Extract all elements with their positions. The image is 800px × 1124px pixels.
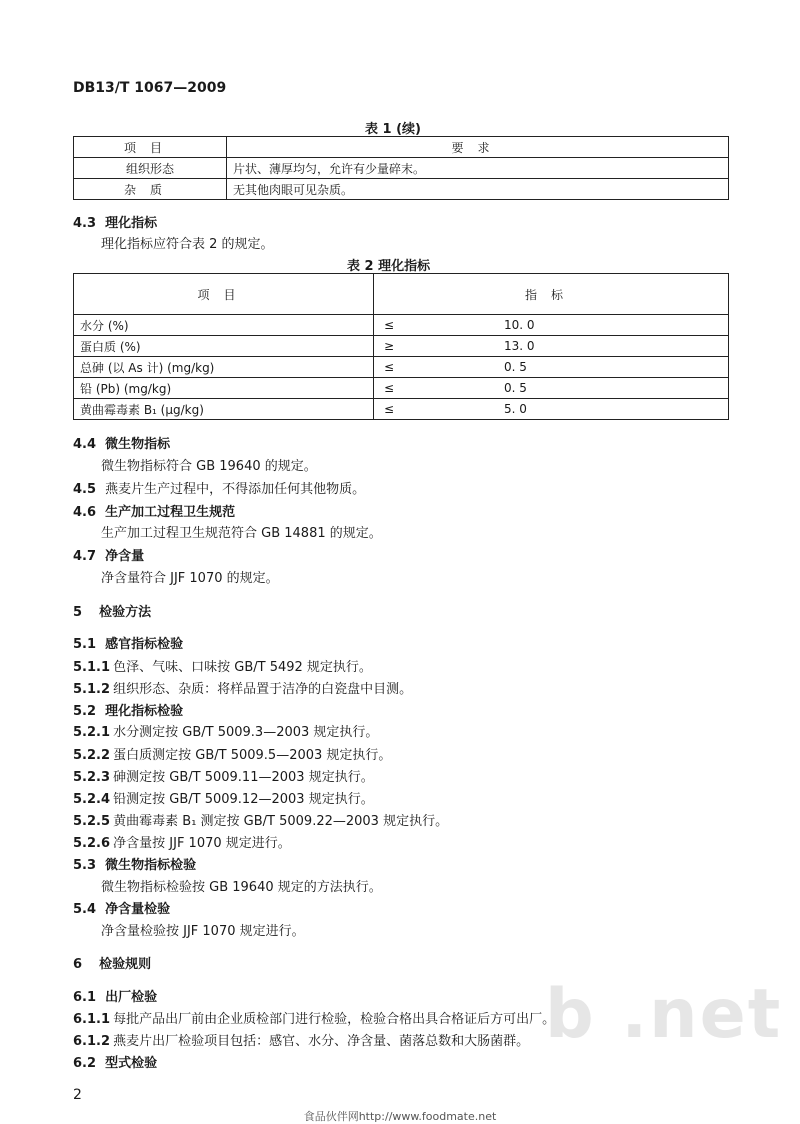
- comparison-symbol: ≤: [384, 381, 395, 395]
- section-text: 净含量按 JJF 1070 规定进行。: [113, 836, 291, 851]
- footer-source: 食品伙伴网http://www.foodmate.net: [303, 1110, 497, 1123]
- section-number: 5.4: [73, 902, 97, 917]
- table1-cell: 片状、薄厚均匀，允许有少量碎末。: [227, 158, 729, 179]
- section-4-6-text: 生产加工过程卫生规范符合 GB 14881 的规定。: [101, 526, 382, 541]
- section-6-1-heading: [73, 986, 157, 1005]
- table-row: [74, 315, 729, 336]
- comparison-symbol: ≤: [384, 318, 395, 332]
- table2-header-row: [74, 274, 729, 315]
- table2-item: 水分 (%): [74, 315, 374, 336]
- section-5-4-heading: [73, 898, 170, 917]
- table1-caption: 表 1 (续): [365, 122, 421, 137]
- section-title: 微生物指标检验: [105, 858, 197, 873]
- table2: [73, 273, 729, 420]
- section-text: 铅测定按 GB/T 5009.12—2003 规定执行。: [113, 792, 374, 807]
- section-number: 5.2: [73, 704, 97, 719]
- section-text: 黄曲霉毒素 B₁ 测定按 GB/T 5009.22—2003 规定执行。: [113, 814, 449, 829]
- table2-value-cell: [374, 399, 729, 420]
- section-5-3-heading: [73, 854, 196, 873]
- section-4-7-text: 净含量符合 JJF 1070 的规定。: [101, 571, 279, 586]
- section-text: 蛋白质测定按 GB/T 5009.5—2003 规定执行。: [113, 748, 392, 763]
- comparison-symbol: ≤: [384, 360, 395, 374]
- section-4-6-heading: [73, 501, 235, 520]
- section-5-2-3: [73, 766, 374, 785]
- table2-head-index: 指标: [374, 274, 729, 315]
- section-text: 燕麦片生产过程中，不得添加任何其他物质。: [105, 482, 366, 497]
- section-5-2-4: [73, 788, 374, 807]
- section-title: 检验方法: [99, 605, 152, 620]
- section-text: 燕麦片出厂检验项目包括：感官、水分、净含量、菌落总数和大肠菌群。: [113, 1034, 530, 1049]
- section-number: 5.2.6: [73, 836, 111, 851]
- section-title: 感官指标检验: [105, 637, 184, 652]
- section-number: 4.3: [73, 216, 97, 231]
- section-number: 5.2.2: [73, 748, 111, 763]
- section-text: 每批产品出厂前由企业质检部门进行检验，检验合格出具合格证后方可出厂。: [113, 1012, 556, 1027]
- table2-value-cell: [374, 336, 729, 357]
- section-title: 生产加工过程卫生规范: [105, 505, 236, 520]
- section-text: 砷测定按 GB/T 5009.11—2003 规定执行。: [113, 770, 374, 785]
- table2-value: 0. 5: [504, 360, 527, 374]
- doc-id: DB13/T 1067—2009: [73, 80, 227, 96]
- table2-value: 5. 0: [504, 402, 527, 416]
- section-text: 色泽、气味、口味按 GB/T 5492 规定执行。: [113, 660, 372, 675]
- section-number: 4.4: [73, 437, 97, 452]
- section-5-2-6: [73, 832, 291, 851]
- section-title: 微生物指标: [105, 437, 171, 452]
- table2-item: 黄曲霉毒素 B₁ (μg/kg): [74, 399, 374, 420]
- section-number: 4.5: [73, 482, 97, 497]
- section-6-2-heading: [73, 1052, 157, 1071]
- section-number: 4.6: [73, 505, 97, 520]
- section-4-4-text: 微生物指标符合 GB 19640 的规定。: [101, 459, 317, 474]
- table2-head-item: 项目: [74, 274, 374, 315]
- table2-caption: 表 2 理化指标: [347, 259, 431, 274]
- table2-value-cell: [374, 378, 729, 399]
- section-6-heading: [73, 953, 151, 972]
- watermark: b .net: [545, 975, 783, 1054]
- page-number: 2: [73, 1087, 82, 1103]
- table-row: [74, 357, 729, 378]
- section-4-5: [73, 478, 365, 497]
- section-number: 6.1.2: [73, 1034, 111, 1049]
- table1-cell: 组织形态: [74, 158, 227, 179]
- section-number: 6.1: [73, 990, 97, 1005]
- section-5-heading: [73, 601, 151, 620]
- section-4-3-text: 理化指标应符合表 2 的规定。: [101, 237, 274, 252]
- section-6-1-2: [73, 1030, 529, 1049]
- table2-value-cell: [374, 357, 729, 378]
- table1-header-row: [74, 137, 729, 158]
- section-4-3-heading: [73, 212, 157, 231]
- section-number: 5.2.3: [73, 770, 111, 785]
- table-row: [74, 336, 729, 357]
- table1-head-requirement: 要求: [227, 137, 729, 158]
- section-number: 5.2.1: [73, 725, 111, 740]
- section-5-2-2: [73, 744, 391, 763]
- section-title: 型式检验: [105, 1056, 158, 1071]
- section-5-2-1: [73, 721, 378, 740]
- table-row: [74, 179, 729, 200]
- section-title: 理化指标: [105, 216, 158, 231]
- table-row: [74, 158, 729, 179]
- section-number: 5.2.4: [73, 792, 111, 807]
- section-number: 6: [73, 957, 83, 972]
- table1-cell: 无其他肉眼可见杂质。: [227, 179, 729, 200]
- section-number: 5.2.5: [73, 814, 111, 829]
- comparison-symbol: ≤: [384, 402, 395, 416]
- table2-item: 总砷 (以 As 计) (mg/kg): [74, 357, 374, 378]
- section-text: 水分测定按 GB/T 5009.3—2003 规定执行。: [113, 725, 379, 740]
- comparison-symbol: ≥: [384, 339, 395, 353]
- section-5-2-heading: [73, 700, 183, 719]
- table2-value: 13. 0: [504, 339, 535, 353]
- table1-head-item: 项目: [74, 137, 227, 158]
- section-number: 5.1: [73, 637, 97, 652]
- table1-cell: 杂质: [74, 179, 227, 200]
- table-row: [74, 378, 729, 399]
- section-5-1-heading: [73, 633, 183, 652]
- section-number: 5.1.2: [73, 682, 111, 697]
- table-row: [74, 399, 729, 420]
- section-number: 5: [73, 605, 83, 620]
- section-5-1-1: [73, 656, 372, 675]
- section-title: 检验规则: [99, 957, 152, 972]
- section-title: 净含量检验: [105, 902, 171, 917]
- section-5-4-text: 净含量检验按 JJF 1070 规定进行。: [101, 924, 305, 939]
- table2-item: 蛋白质 (%): [74, 336, 374, 357]
- table2-value-cell: [374, 315, 729, 336]
- table1: [73, 136, 729, 200]
- section-5-3-text: 微生物指标检验按 GB 19640 规定的方法执行。: [101, 880, 382, 895]
- section-4-7-heading: [73, 545, 144, 564]
- table2-value: 0. 5: [504, 381, 527, 395]
- section-number: 4.7: [73, 549, 97, 564]
- section-title: 理化指标检验: [105, 704, 184, 719]
- section-number: 5.1.1: [73, 660, 111, 675]
- section-6-1-1: [73, 1008, 555, 1027]
- section-title: 出厂检验: [105, 990, 158, 1005]
- section-title: 净含量: [105, 549, 145, 564]
- section-5-1-2: [73, 678, 412, 697]
- table2-item: 铅 (Pb) (mg/kg): [74, 378, 374, 399]
- table2-value: 10. 0: [504, 318, 535, 332]
- section-text: 组织形态、杂质：将样品置于洁净的白瓷盘中目测。: [113, 682, 413, 697]
- section-number: 5.3: [73, 858, 97, 873]
- section-number: 6.2: [73, 1056, 97, 1071]
- section-4-4-heading: [73, 433, 170, 452]
- section-number: 6.1.1: [73, 1012, 111, 1027]
- section-5-2-5: [73, 810, 448, 829]
